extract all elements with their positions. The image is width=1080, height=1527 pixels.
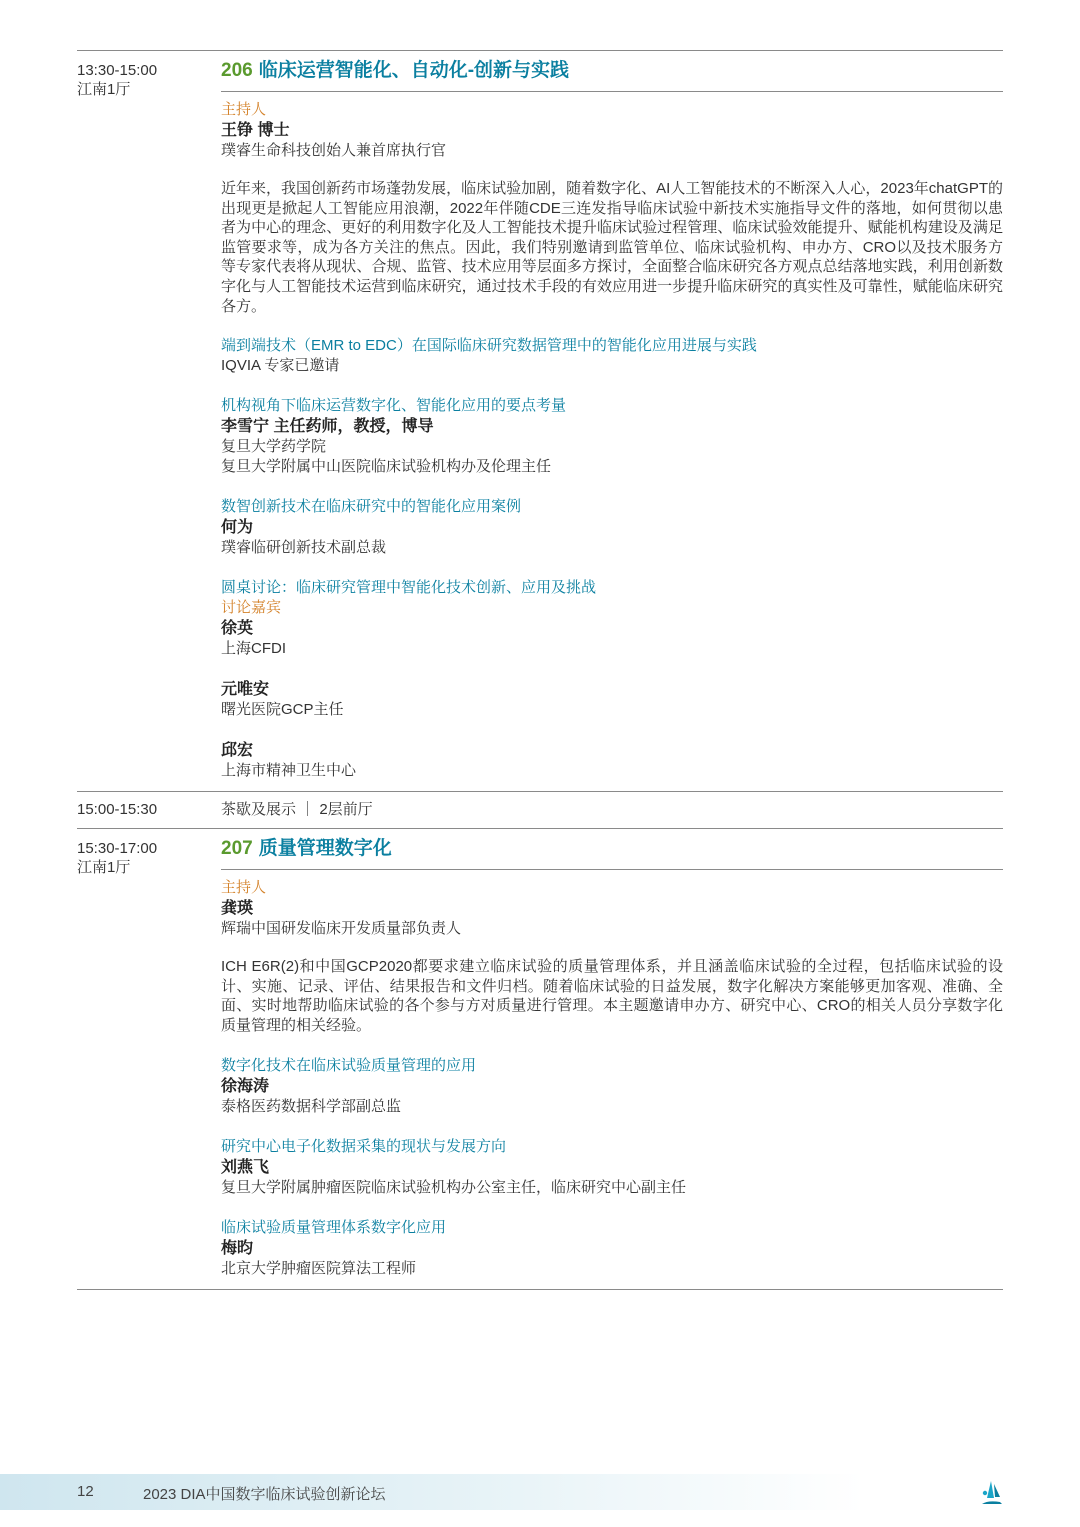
speaker-name: 何为 — [221, 519, 254, 537]
moderator-label: 主持人 — [221, 879, 267, 897]
talk-affil: 复旦大学附属中山医院临床试验机构办及伦理主任 — [221, 458, 552, 476]
session-206 — [77, 51, 1003, 791]
session-206-time — [77, 61, 217, 99]
panel-discussion — [221, 578, 1003, 659]
session-207-time — [77, 839, 217, 877]
moderator-affil: 璞睿生命科技创始人兼首席执行官 — [221, 142, 447, 159]
panelist-affil: 上海CFDI — [221, 640, 286, 658]
talk-title: 数字化技术在临床试验质量管理的应用 — [221, 1056, 477, 1074]
footer-title: 2023 DIA中国数字临床试验创新论坛 — [143, 1486, 386, 1503]
talk-affil: 泰格医药数据科学部副总监 — [221, 1097, 402, 1115]
session-description: 近年来，我国创新药市场蓬勃发展，临床试验加剧，随着数字化、AI人工智能技术的不断深入人心，2023年chatGPT的出现更是掀起人工智能应用浪潮，2022年伴随CDE三连发指导临床试验中新技术实施指导文件的落地，如何贯彻以患者为中心的理念、更好的利用数字化及人工智能技术提升临床试验过程管理、临床试验效能提升、赋能机构建设及满足监管要求等，成为各方关注的焦点。因此，我们特别邀请到监管单位、临床试验机构、申办方、CRO以及技术服务方等专家代表将从现状、合规、监管、技术应用等层面多方探讨，全面整合临床研究各方观点总结落地实践，利用创新数字化与人工智能技术运营到临床研究，通过技术手段的有效应用进一步提升临床研究的真实性及可靠性，赋能临床研究各方。 — [221, 180, 1003, 315]
break-time: 15:00-15:30 — [77, 801, 158, 819]
panelist-name: 徐英 — [221, 620, 254, 638]
talk-affil: 北京大学肿瘤医院算法工程师 — [221, 1259, 417, 1277]
talk-item — [221, 1218, 1003, 1289]
talk-item — [221, 1056, 1003, 1117]
session-description: ICH E6R(2)和中国GCP2020都要求建立临床试验的质量管理体系，并且涵盖临床试验的全过程，包括临床试验的设计、实施、记录、评估、结果报告和文件归档。随着临床试验的日益发展，数字化解决方案能够更加客观、准确、全面、实时地帮助临床试验的各个参与方对质量进行管理。本主题邀请申办方、研究中心、CRO的相关人员分享数字化质量管理的相关经验。 — [221, 958, 1003, 1034]
time-range: 13:30-15:00 — [77, 62, 158, 79]
moderator-affil: 辉瑞中国研发临床开发质量部负责人 — [221, 920, 462, 938]
panelist — [221, 679, 1003, 720]
break-text: 茶歇及展示 ｜ 2层前厅 — [221, 801, 373, 819]
talk-item — [221, 1137, 1003, 1198]
moderator-name: 王铮 博士 — [221, 122, 290, 139]
talk-affil: 复旦大学附属肿瘤医院临床试验机构办公室主任，临床研究中心副主任 — [221, 1178, 687, 1196]
room: 江南1厅 — [77, 859, 131, 877]
panel-label: 讨论嘉宾 — [221, 599, 282, 617]
session-206-title — [221, 51, 1003, 91]
session-title: 质量管理数字化 — [258, 838, 392, 860]
dia-logo-icon — [978, 1478, 1004, 1506]
session-207-title — [221, 829, 1003, 869]
page-footer — [0, 1474, 1080, 1510]
panelist-name: 元唯安 — [221, 681, 270, 699]
talk-title: 端到端技术（EMR to EDC）在国际临床研究数据管理中的智能化应用进展与实践 — [221, 337, 757, 355]
moderator-label: 主持人 — [221, 101, 267, 118]
page-number: 12 — [77, 1483, 94, 1500]
room: 江南1厅 — [77, 81, 131, 98]
talk-affil: 璞睿临研创新技术副总裁 — [221, 539, 387, 557]
panelist-affil: 曙光医院GCP主任 — [221, 701, 344, 719]
talk-title: 数智创新技术在临床研究中的智能化应用案例 — [221, 498, 522, 516]
moderator-name: 龚瑛 — [221, 900, 254, 918]
agenda-page — [77, 50, 1003, 1290]
talk-item — [221, 396, 1003, 477]
session-number: 206 — [221, 60, 253, 81]
panelist-affil: 上海市精神卫生中心 — [221, 762, 357, 780]
session-title: 临床运营智能化、自动化-创新与实践 — [258, 60, 570, 81]
session-207 — [77, 829, 1003, 1288]
talk-affil: 复旦大学药学院 — [221, 438, 327, 456]
panelist-name: 邱宏 — [221, 742, 254, 760]
talk-item — [221, 497, 1003, 558]
talk-title: 临床试验质量管理体系数字化应用 — [221, 1218, 447, 1236]
talk-item — [221, 336, 1003, 376]
panel-title: 圆桌讨论：临床研究管理中智能化技术创新、应用及挑战 — [221, 579, 597, 597]
speaker-name: 李雪宁 主任药师，教授，博导 — [221, 418, 434, 436]
talk-title: 机构视角下临床运营数字化、智能化应用的要点考量 — [221, 397, 567, 415]
talk-title: 研究中心电子化数据采集的现状与发展方向 — [221, 1137, 507, 1155]
break-row — [77, 792, 1003, 828]
speaker-name: 徐海涛 — [221, 1077, 270, 1095]
talk-affil: IQVIA 专家已邀请 — [221, 357, 340, 375]
session-number: 207 — [221, 838, 253, 860]
bottom-rule — [77, 1289, 1003, 1290]
speaker-name: 梅昀 — [221, 1239, 254, 1257]
panelist — [221, 740, 1003, 791]
time-range: 15:30-17:00 — [77, 840, 158, 858]
speaker-name: 刘燕飞 — [221, 1158, 270, 1176]
